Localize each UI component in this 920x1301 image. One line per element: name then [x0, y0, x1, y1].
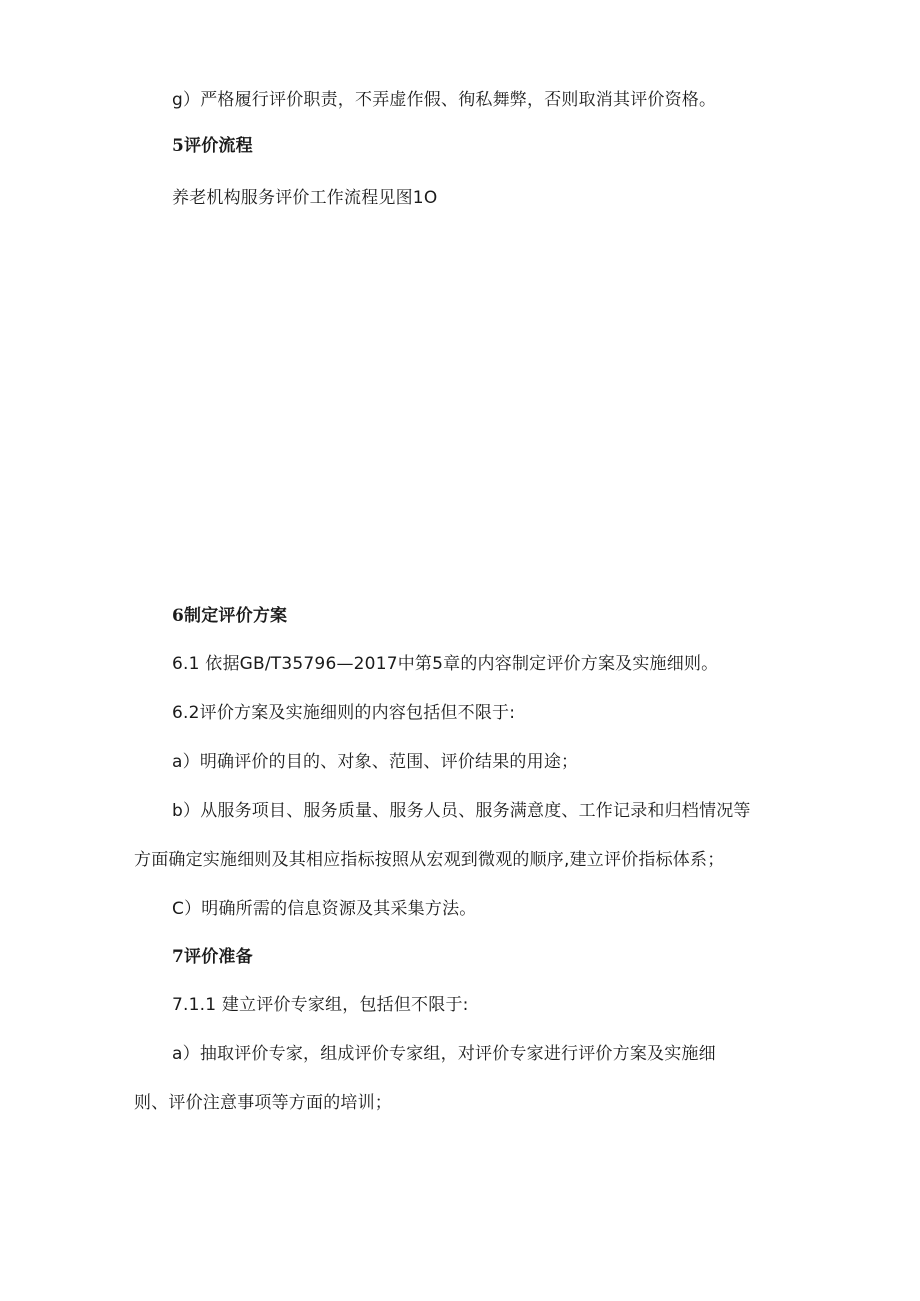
item-g-text: g）严格履行评价职责，不弄虚作假、徇私舞弊，否则取消其评价资格。 — [172, 90, 717, 110]
list-item-7-a-line2: 则、评价注意事项等方面的培训； — [134, 1093, 392, 1113]
list-item-b-line2: 方面确定实施细则及其相应指标按照从宏观到微观的顺序,建立评价指标体系； — [134, 850, 725, 870]
paragraph-6-1: 6.1 依据GB/T35796—2017中第5章的内容制定评价方案及实施细则。 — [172, 654, 719, 674]
section-7-heading: 7评价准备 — [172, 947, 253, 967]
list-item-b-line1: b）从服务项目、服务质量、服务人员、服务满意度、工作记录和归档情况等 — [172, 801, 751, 821]
section-5-text: 养老机构服务评价工作流程见图1O — [172, 188, 438, 208]
list-item-7-a-line1: a）抽取评价专家，组成评价专家组，对评价专家进行评价方案及实施细 — [172, 1044, 716, 1064]
paragraph-6-2: 6.2评价方案及实施细则的内容包括但不限于: — [172, 703, 516, 723]
section-6-heading: 6制定评价方案 — [172, 606, 288, 626]
list-item-a: a）明确评价的目的、对象、范围、评价结果的用途； — [172, 752, 579, 772]
list-item-c: C）明确所需的信息资源及其采集方法。 — [172, 899, 477, 919]
paragraph-7-1-1: 7.1.1 建立评价专家组，包括但不限于: — [172, 995, 469, 1015]
section-5-heading: 5评价流程 — [172, 136, 253, 156]
